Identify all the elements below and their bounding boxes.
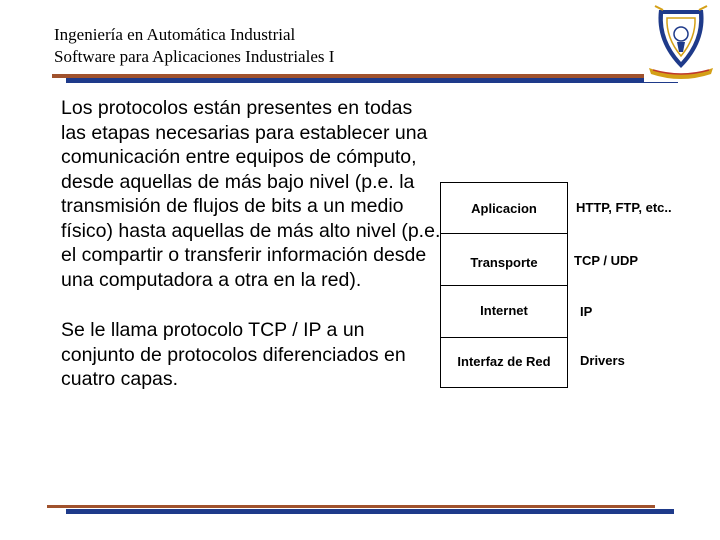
protocols-internet: IP [580, 304, 593, 319]
bottom-rule-brown [47, 505, 655, 508]
protocols-transport: TCP / UDP [574, 253, 639, 268]
tcp-ip-layer-stack [440, 182, 568, 388]
paragraph-protocols: Los protocolos están presentes en todas las etapas necesarias para establecer una comunicación entre equipos de cómputo, desde aquellas de más bajo nivel (p.e. la transmisión de flujos de bits a un medio físico) hasta aquellas de más alto nivel (p.e. el compartir o transferir información desde una computadora a otra en la red). [61, 97, 441, 291]
protocols-application: HTTP, FTP, etc.. [576, 200, 672, 215]
layer-divider [441, 337, 567, 338]
slide-body [61, 96, 441, 392]
layer-application: Aplicacion [471, 201, 537, 216]
protocols-network-interface: Drivers [580, 353, 625, 368]
layer-network-interface: Interfaz de Red [457, 354, 551, 369]
header-line-1: Ingeniería en Automática Industrial [54, 25, 296, 44]
top-rule-blue [66, 78, 644, 83]
layer-divider [441, 233, 567, 234]
layer-transport: Transporte [470, 255, 538, 270]
layer-internet: Internet [480, 303, 528, 318]
slide-header [54, 24, 334, 68]
header-line-2: Software para Aplicaciones Industriales I [54, 47, 335, 66]
university-seal-icon [641, 2, 720, 82]
bottom-rule-blue [66, 509, 674, 514]
paragraph-tcp-ip: Se le llama protocolo TCP / IP a un conjunto de protocolos diferenciados en cuatro capas. [61, 319, 406, 390]
layer-divider [441, 285, 567, 286]
top-rule-thin [644, 82, 678, 83]
